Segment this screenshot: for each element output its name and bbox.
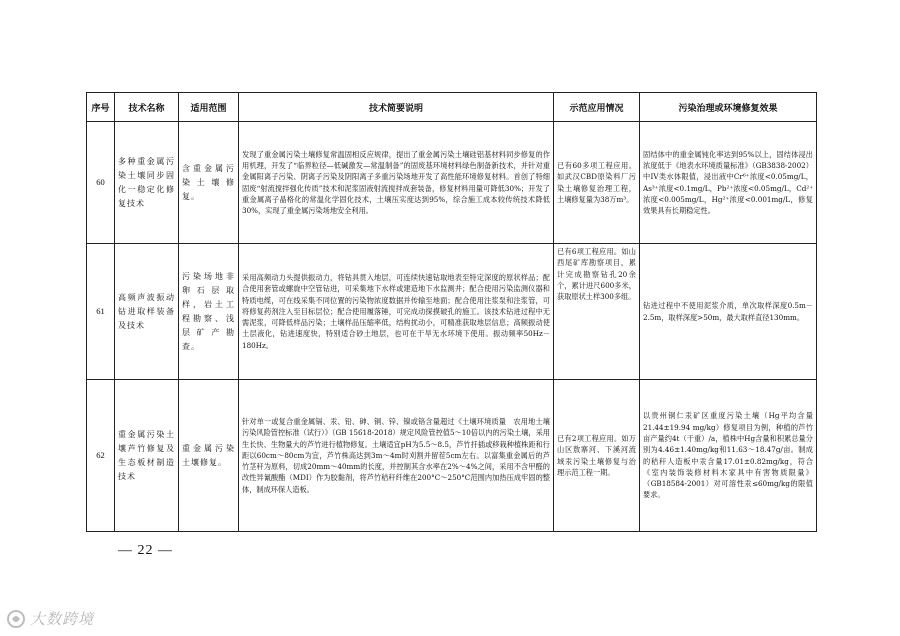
header-tech-name: 技术名称	[115, 93, 179, 122]
description-cell: 采用高频动力头提供振动力，将钻具贯入地层，可连续快速钻取地表至特定深度的原状样品；配合使用套管或螺旋中空管钻进，可采集地下水样或建造地下水监测井；配合使用污染监测仪器和特质电缆，可在线采集不同位置的污染物浓度数据并传输至地面；配合使用注浆泵和注浆管，可将修复药剂注入至目标层位；配合使用履落锤，可完成动探摸破孔的施工。该技术钻进过程中无需泥浆，可降低样品污染；土壤样品压缩率低，结构扰动小，可精准获取地层信息；高频振动使土层液化，钻进速度快，特别适合砂土地层，也可在干旱无水环境下使用。振动频率50Hz－180Hz。	[239, 244, 554, 380]
effect-cell: 固结体中的重金属钝化率达到95%以上，固结体浸出浓度低于《地表水环境质量标准》（GB3838-2002）中IV类水体限值，浸出液中Cr⁶⁺浓度<0.05mg/L，As³⁺浓度<0.1mg/L，Pb²⁺浓度<0.05mg/L，Cd²⁺浓度<0.005mg/L，Hg²⁺浓度<0.001mg/L，修复效果具有长期稳定性。	[640, 122, 817, 244]
header-effect: 污染治理或环境修复效果	[640, 93, 817, 122]
demo-cell: 已有2项工程应用。如万山区敖寨河、下溪河流域汞污染土壤修复与治理示范工程一期。	[554, 380, 640, 532]
page-number: — 22 —	[118, 543, 173, 558]
table-header-row	[87, 93, 817, 122]
demo-cell: 已有60多项工程应用。如武汉CBD原染料厂污染土壤修复治理工程，土壤修复量为38万m³。	[554, 122, 640, 244]
tech-name-cell: 重金属污染土壤芦竹修复及生态板材制造技术	[115, 380, 179, 532]
tech-name-cell: 高频声波振动钻进取样装备及技术	[115, 244, 179, 380]
header-scope: 适用范围	[179, 93, 239, 122]
row-number: 60	[87, 122, 115, 244]
scope-cell: 含重金属污染土壤修复。	[179, 122, 239, 244]
watermark-text: 大数跨境	[30, 610, 95, 628]
technology-table	[86, 92, 817, 532]
row-number: 62	[87, 380, 115, 532]
header-number: 序号	[87, 93, 115, 122]
table-row	[87, 244, 817, 380]
description-cell: 发现了重金属污染土壤修复常温固相反应规律，提出了重金属污染土壤硅铝基材料同步修复的作用机理，开发了“临界粒径—低碱激发—常温制备”的固废基环境材料绿色制备新技术，并针对重金属阳离子污染、阴离子污染及阴阳离子多重污染场地开发了高性能环境修复材料。首创了特细固废“射流搅拌强化传质”技术和泥浆固液射流搅拌成套装备，修复材料用量可降低30%；开发了重金属离子晶格化的常温化学固化技术，土壤压实度达到95%，综合施工成本较传统技术降低30%，实现了重金属污染场地安全利用。	[239, 122, 554, 244]
header-demo: 示范应用情况	[554, 93, 640, 122]
tech-name-cell: 多种重金属污染土壤同步固化一稳定化修复技术	[115, 122, 179, 244]
scope-cell: 污染场地非卵石层取样，岩土工程勘察、浅层矿产勘查。	[179, 244, 239, 380]
effect-cell: 以贵州铜仁汞矿区重度污染土壤（Hg平均含量21.44±19.94 mg/kg）修复项目为例，种植的芦竹亩产量约4t（干重）/a，植株中Hg含量和积累总量分别为4.46±1.40mg/kg和11.63～18.47g/亩。制成的秸秆人造板中汞含量17.01±0.82mg/kg，符合《室内装饰装修材料木家具中有害物质限量》（GB18584-2001）对可溶性汞≤60mg/kg的限值要求。	[640, 380, 817, 532]
row-number: 61	[87, 244, 115, 380]
description-cell: 针对单一或复合重金属镉、汞、铅、砷、铜、锌、镍或铬含量超过《土壤环境质量 农用地土壤污染风险管控标准（试行）》（GB 15618-2018）规定风险管控值5～10倍以内的污染土壤，采用生长快、生物量大的芦竹进行植物修复。土壤适宜pH为5.5～8.5，芦竹扦插或移栽种植株距和行距以60cm～80cm为宜，芦竹株高达到3m～4m时刈割并留茬5cm左右。以富集重金属后的芦竹茎秆为原料，切成20mm～40mm的长度，并控制其含水率在2%～4%之间，采用不含甲醛的改性异氰酸酯（MDI）作为胶黏剂，将芦竹秸秆纤维在200°C～250°C范围内加热压成牢固的整体，制成环保人造板。	[239, 380, 554, 532]
brand-logo-icon	[6, 609, 26, 629]
effect-cell: 钻进过程中不使用泥浆介质，单次取样深度0.5m－2.5m，取样深度>50m，最大取样直径130mm。	[640, 244, 817, 380]
watermark	[6, 608, 94, 629]
scope-cell: 重金属污染土壤修复。	[179, 380, 239, 532]
table-row	[87, 380, 817, 532]
header-description: 技术简要说明	[239, 93, 554, 122]
table-row	[87, 122, 817, 244]
demo-cell: 已有6项工程应用。如山西尾矿库勘察项目，累计完成勘察钻孔20余个，累计进尺600多米，获取原状土样300多组。	[554, 244, 640, 380]
